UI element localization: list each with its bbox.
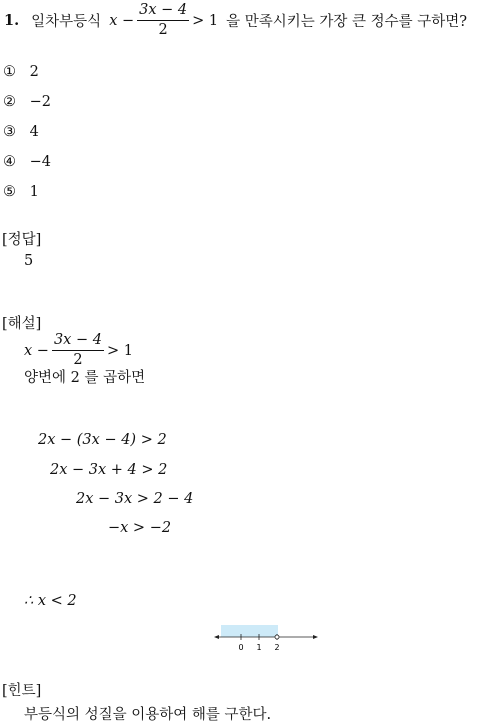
fraction-numerator: 3x − 4 — [52, 332, 104, 351]
option-marker: ③ — [3, 124, 16, 140]
option-3[interactable] — [3, 124, 39, 140]
option-value: 2 — [29, 64, 39, 80]
equation-line: 2x − 3x + 4 > 2 — [50, 462, 168, 478]
answer-header: [정답] — [2, 232, 42, 248]
solution-header: [해설] — [2, 316, 42, 332]
hint-text: 부등식의 성질을 이용하여 해를 구한다. — [24, 707, 272, 723]
arrow-right-icon — [313, 635, 318, 639]
solution-step-text: 양변에 2 를 곱하면 — [24, 370, 146, 386]
question-expr-right: > 1 — [192, 12, 219, 29]
question-prefix: 일차부등식 — [31, 14, 102, 30]
option-value: −2 — [29, 94, 51, 110]
open-point-icon — [275, 635, 279, 639]
question-fraction — [137, 2, 189, 39]
option-marker: ① — [3, 64, 16, 80]
hint-header: [힌트] — [2, 683, 42, 699]
question — [4, 2, 467, 39]
number-line — [212, 620, 322, 654]
option-marker: ④ — [3, 154, 16, 170]
equation-line: 2x − (3x − 4) > 2 — [38, 432, 167, 448]
solution-ineq-left: x − — [24, 342, 49, 359]
option-value: 1 — [29, 184, 39, 200]
option-value: −4 — [29, 154, 51, 170]
tick-label-2: 2 — [274, 643, 280, 652]
option-5[interactable] — [3, 184, 39, 200]
fraction-numerator: 3x − 4 — [137, 2, 189, 21]
option-2[interactable] — [3, 94, 51, 110]
fraction-denominator: 2 — [158, 22, 168, 38]
question-number: 1. — [4, 12, 20, 29]
option-1[interactable] — [3, 64, 39, 80]
solution-inequality — [24, 332, 133, 369]
solution-fraction — [52, 332, 104, 369]
tick-label-1: 1 — [256, 643, 262, 652]
solution-ineq-right: > 1 — [106, 342, 133, 359]
solution-conclusion: ∴ x < 2 — [24, 593, 77, 609]
tick-label-0: 0 — [238, 643, 244, 652]
solution-range-shade — [221, 625, 278, 637]
option-4[interactable] — [3, 154, 51, 170]
fraction-denominator: 2 — [73, 352, 83, 368]
option-marker: ② — [3, 94, 16, 110]
question-expr-left: x − — [109, 12, 135, 29]
equation-line: 2x − 3x > 2 − 4 — [76, 491, 194, 507]
question-suffix: 을 만족시키는 가장 큰 정수를 구하면? — [226, 14, 468, 30]
answer-value: 5 — [24, 253, 34, 269]
arrow-left-icon — [214, 635, 219, 639]
option-value: 4 — [29, 124, 39, 140]
equation-line: −x > −2 — [108, 520, 172, 536]
option-marker: ⑤ — [3, 184, 16, 200]
